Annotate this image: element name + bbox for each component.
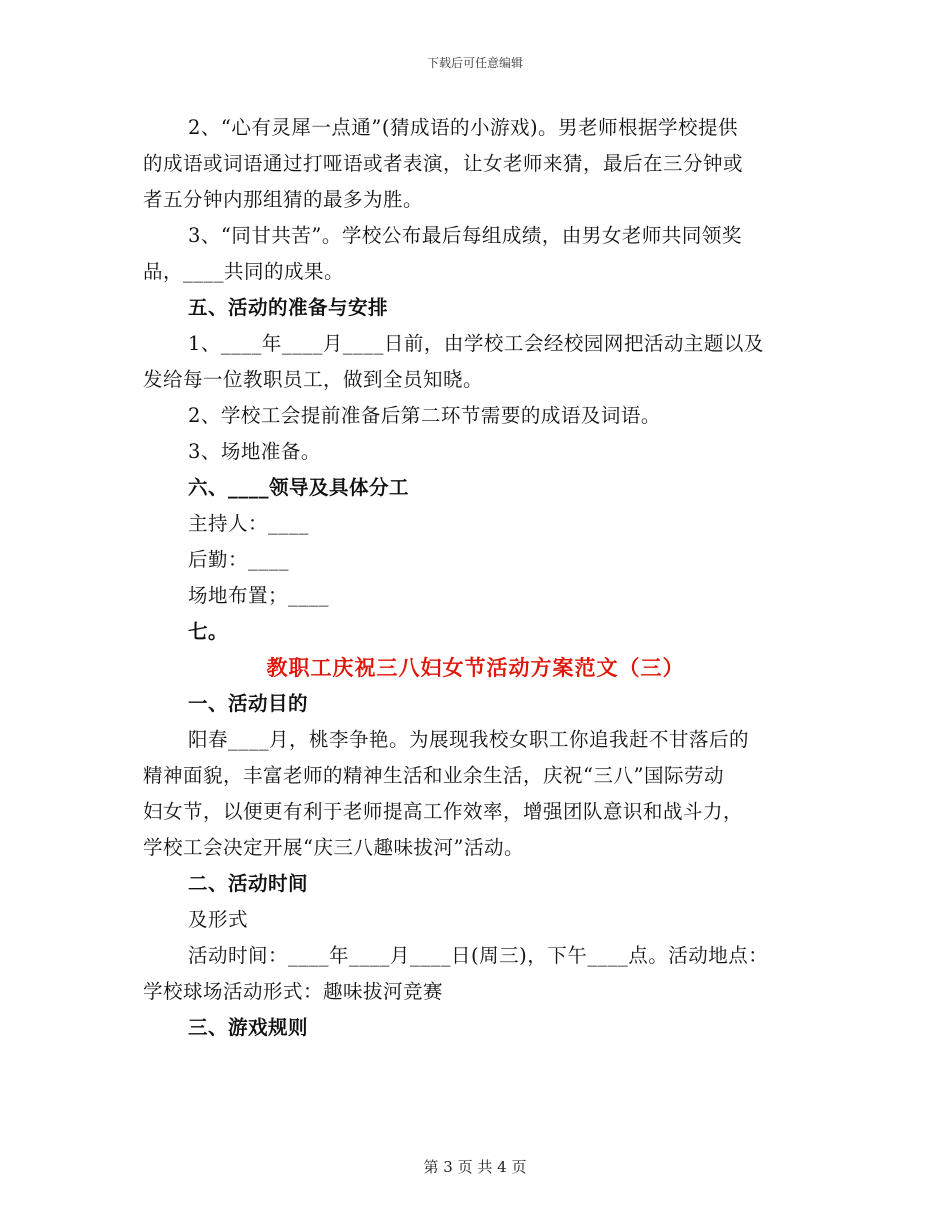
paragraph-line: 阳春____月，桃李争艳。为展现我校女职工你追我赶不甘落后的 bbox=[188, 728, 750, 751]
document-body bbox=[143, 110, 808, 1046]
paragraph-line: 后勤：____ bbox=[188, 548, 290, 571]
section-heading: 七。 bbox=[188, 620, 229, 643]
paragraph-line: 品，____共同的成果。 bbox=[143, 260, 345, 283]
paragraph-line: 者五分钟内那组猜的最多为胜。 bbox=[143, 188, 424, 211]
paragraph-line: 学校工会决定开展“庆三八趣味拔河”活动。 bbox=[143, 836, 524, 859]
paragraph-line: 主持人：____ bbox=[188, 512, 310, 535]
paragraph-line: 妇女节，以便更有利于老师提高工作效率，增强团队意识和战斗力， bbox=[143, 800, 744, 823]
paragraph-line: 发给每一位教职员工，做到全员知晓。 bbox=[143, 368, 484, 391]
paragraph-line: 3、“同甘共苦”。学校公布最后每组成绩，由男女老师共同领奖 bbox=[188, 224, 742, 247]
paragraph-line: 学校球场活动形式：趣味拔河竞赛 bbox=[143, 980, 444, 1003]
page-footer: 第 3 页 共 4 页 bbox=[423, 1158, 527, 1176]
paragraph-line: 3、场地准备。 bbox=[188, 440, 321, 463]
paragraph-line: 2、学校工会提前准备后第二环节需要的成语及词语。 bbox=[188, 404, 661, 427]
paragraph-line: 场地布置；____ bbox=[188, 584, 330, 607]
paragraph-line: 活动时间：____年____月____日(周三)，下午____点。活动地点： bbox=[188, 944, 769, 967]
paragraph-line: 2、“心有灵犀一点通”(猜成语的小游戏)。男老师根据学校提供 bbox=[188, 116, 739, 139]
paragraph-line: 及形式 bbox=[188, 908, 249, 931]
section-heading: 三、游戏规则 bbox=[188, 1016, 309, 1039]
paragraph-line: 精神面貌，丰富老师的精神生活和业余生活，庆祝“三八”国际劳动 bbox=[143, 764, 724, 787]
section-heading: 一、活动目的 bbox=[188, 692, 309, 715]
section-heading: 二、活动时间 bbox=[188, 872, 309, 895]
paragraph-line: 的成语或词语通过打哑语或者表演，让女老师来猜，最后在三分钟或 bbox=[143, 152, 744, 175]
section-heading: 六、____领导及具体分工 bbox=[188, 476, 410, 499]
paragraph-line: 1、____年____月____日前，由学校工会经校园网把活动主题以及 bbox=[188, 332, 764, 355]
page-header: 下载后可任意编辑 bbox=[426, 56, 523, 70]
document-title: 教职工庆祝三八妇女节活动方案范文（三） bbox=[266, 655, 685, 680]
section-heading: 五、活动的准备与安排 bbox=[188, 296, 389, 319]
